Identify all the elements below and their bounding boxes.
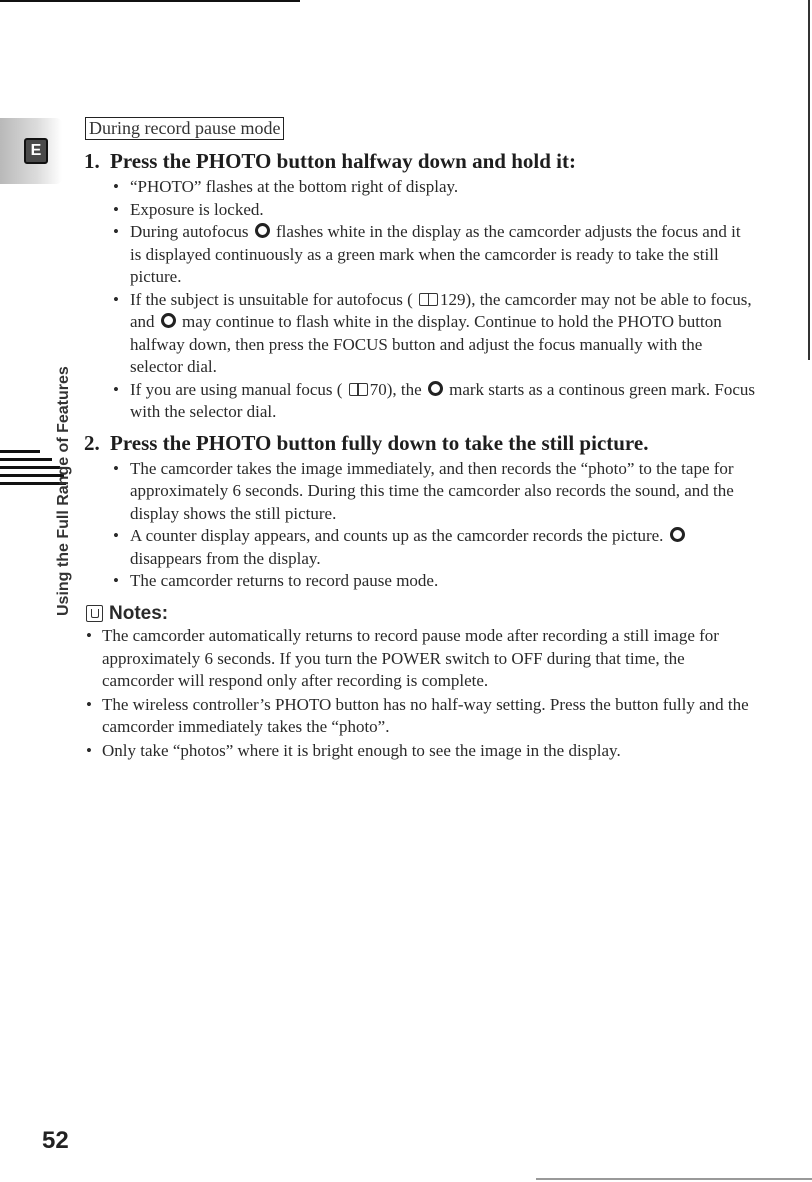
mode-label: During record pause mode [85,117,284,140]
focus-mark-icon [255,223,270,238]
step-2-bullets [84,458,756,593]
page-edge [808,0,810,360]
list-item: • “PHOTO” flashes at the bottom right of display. [84,176,756,199]
focus-mark-icon [428,381,443,396]
page-reference-icon [419,293,438,306]
top-rule [0,0,300,2]
notes-list [84,625,756,763]
page-number: 52 [42,1127,69,1154]
list-item: • If the subject is unsuitable for autofocus ( 129), the camcorder may not be able to focus, and may continue to flash white in the display. Continue to hold the PHOTO button halfway down, then press the FOCUS button and adjust the focus manually with the selector dial. [84,289,756,379]
note-item: • Only take “photos” where it is bright enough to see the image in the display. [84,740,756,763]
list-item: • The camcorder takes the image immediately, and then records the “photo” to the tape for approximately 6 seconds. During this time the camcorder also records the sound, and the display shows the still picture. [84,458,756,526]
list-item: • The camcorder returns to record pause mode. [84,570,756,593]
notes-heading: Notes: [86,603,168,625]
language-badge: E [24,138,48,164]
step-1-bullets [84,176,756,424]
list-item: • If you are using manual focus ( 70), the mark starts as a continous green mark. Focus with the selector dial. [84,379,756,424]
focus-mark-icon [670,527,685,542]
bottom-rule [536,1178,812,1180]
step-1-heading: 1. Press the PHOTO button halfway down and hold it: [84,149,576,173]
list-item: • A counter display appears, and counts up as the camcorder records the picture. disappears from the display. [84,525,756,570]
section-tab-label: Using the Full Range of Features [55,366,72,616]
page-reference-icon [349,383,368,396]
note-item: • The wireless controller’s PHOTO button has no half-way setting. Press the button fully and the camcorder immediately takes the “photo”. [84,694,756,739]
list-item: • Exposure is locked. [84,199,756,222]
note-icon [86,605,103,622]
focus-mark-icon [161,313,176,328]
instructions [84,148,756,599]
note-item: • The camcorder automatically returns to record pause mode after recording a still image for approximately 6 seconds. If you turn the POWER switch to OFF during that time, the camcorder will respond only after recording is complete. [84,625,756,693]
step-2-heading: 2. Press the PHOTO button fully down to take the still picture. [84,430,649,455]
list-item: • During autofocus flashes white in the display as the camcorder adjusts the focus and it is displayed continuously as a green mark when the camcorder is ready to take the still picture. [84,221,756,289]
